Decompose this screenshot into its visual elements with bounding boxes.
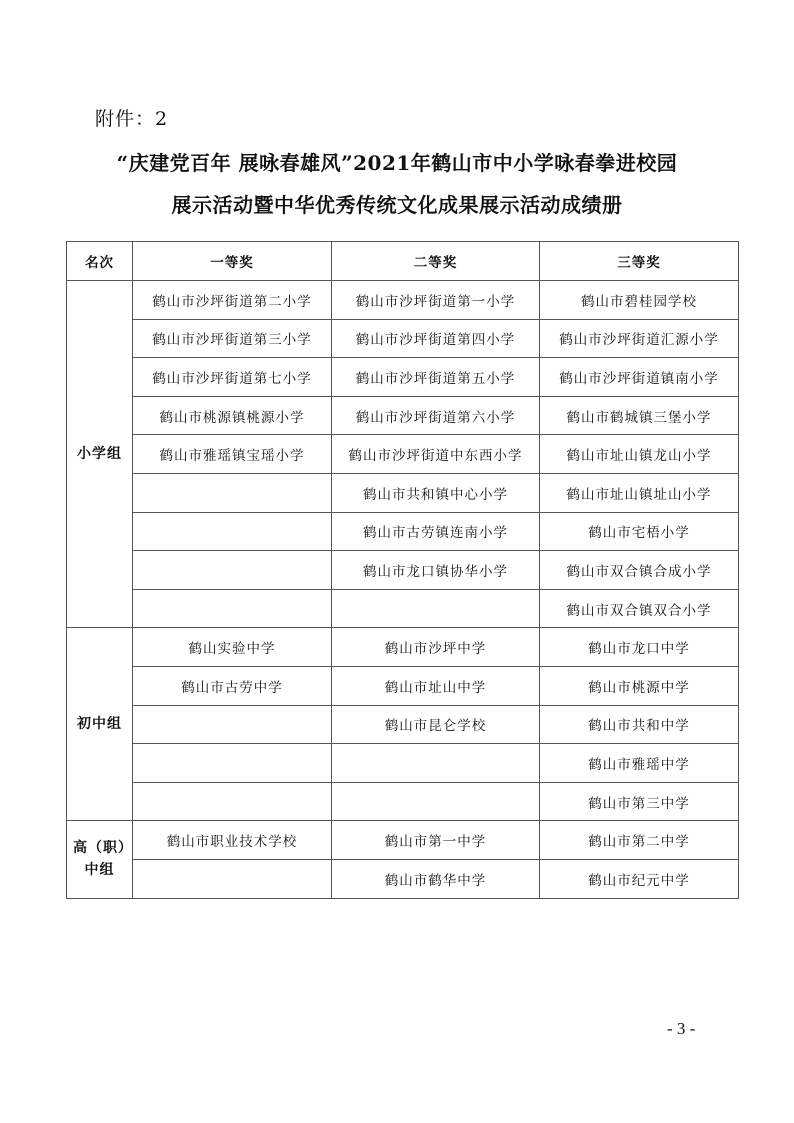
second-prize-cell: 鹤山市沙坪中学 (332, 628, 540, 667)
third-prize-cell: 鹤山市碧桂园学校 (540, 281, 739, 320)
first-prize-cell (133, 512, 332, 551)
third-prize-cell: 鹤山市共和中学 (540, 705, 739, 744)
table-row (67, 435, 739, 474)
second-prize-cell: 鹤山市第一中学 (332, 821, 540, 860)
third-prize-cell: 鹤山市鹤城镇三堡小学 (540, 396, 739, 435)
table-row (67, 744, 739, 783)
first-prize-cell (133, 589, 332, 628)
third-prize-cell: 鹤山市沙坪街道汇源小学 (540, 319, 739, 358)
first-prize-cell (133, 551, 332, 590)
table-row (67, 628, 739, 667)
second-prize-cell: 鹤山市沙坪街道第四小学 (332, 319, 540, 358)
third-prize-cell: 鹤山市宅梧小学 (540, 512, 739, 551)
third-prize-cell: 鹤山市雅瑶中学 (540, 744, 739, 783)
table-row (67, 589, 739, 628)
first-prize-cell (133, 782, 332, 821)
second-prize-cell (332, 589, 540, 628)
second-prize-cell (332, 744, 540, 783)
table-row (67, 782, 739, 821)
results-body (67, 281, 739, 899)
header-second-prize: 二等奖 (332, 242, 540, 281)
table-row (67, 281, 739, 320)
third-prize-cell: 鹤山市桃源中学 (540, 666, 739, 705)
third-prize-cell: 鹤山市址山镇址山小学 (540, 473, 739, 512)
second-prize-cell: 鹤山市沙坪街道中东西小学 (332, 435, 540, 474)
first-prize-cell: 鹤山实验中学 (133, 628, 332, 667)
second-prize-cell: 鹤山市古劳镇连南小学 (332, 512, 540, 551)
second-prize-cell: 鹤山市龙口镇协华小学 (332, 551, 540, 590)
second-prize-cell: 鹤山市沙坪街道第六小学 (332, 396, 540, 435)
third-prize-cell: 鹤山市龙口中学 (540, 628, 739, 667)
table-row (67, 512, 739, 551)
third-prize-cell: 鹤山市第二中学 (540, 821, 739, 860)
header-third-prize: 三等奖 (540, 242, 739, 281)
first-prize-cell: 鹤山市桃源镇桃源小学 (133, 396, 332, 435)
third-prize-cell: 鹤山市沙坪街道镇南小学 (540, 358, 739, 397)
third-prize-cell: 鹤山市双合镇合成小学 (540, 551, 739, 590)
junior-high-group-label: 初中组 (67, 628, 133, 821)
second-prize-cell: 鹤山市沙坪街道第五小学 (332, 358, 540, 397)
first-prize-cell (133, 473, 332, 512)
table-row (67, 821, 739, 860)
table-row (67, 396, 739, 435)
table-row (67, 666, 739, 705)
header-first-prize: 一等奖 (133, 242, 332, 281)
first-prize-cell: 鹤山市沙坪街道第三小学 (133, 319, 332, 358)
table-row (67, 859, 739, 898)
first-prize-cell (133, 705, 332, 744)
second-prize-cell: 鹤山市鹤华中学 (332, 859, 540, 898)
header-rank: 名次 (67, 242, 133, 281)
table-row (67, 551, 739, 590)
first-prize-cell: 鹤山市沙坪街道第二小学 (133, 281, 332, 320)
second-prize-cell: 鹤山市址山中学 (332, 666, 540, 705)
table-header-row (67, 242, 739, 281)
second-prize-cell: 鹤山市共和镇中心小学 (332, 473, 540, 512)
third-prize-cell: 鹤山市双合镇双合小学 (540, 589, 739, 628)
primary-school-group-label: 小学组 (67, 281, 133, 628)
results-table (66, 241, 739, 899)
third-prize-cell: 鹤山市纪元中学 (540, 859, 739, 898)
table-row (67, 358, 739, 397)
page-number: - 3 - (667, 1019, 696, 1038)
senior-high-group-label: 高（职）中组 (67, 821, 133, 898)
third-prize-cell: 鹤山市第三中学 (540, 782, 739, 821)
document-title-line-1: “庆建党百年 展咏春雄风”2021年鹤山市中小学咏春拳进校园 (116, 151, 678, 175)
first-prize-cell: 鹤山市沙坪街道第七小学 (133, 358, 332, 397)
first-prize-cell (133, 744, 332, 783)
second-prize-cell: 鹤山市沙坪街道第一小学 (332, 281, 540, 320)
second-prize-cell: 鹤山市昆仑学校 (332, 705, 540, 744)
attachment-label: 附件：2 (95, 108, 169, 130)
first-prize-cell: 鹤山市职业技术学校 (133, 821, 332, 860)
table-row (67, 473, 739, 512)
second-prize-cell (332, 782, 540, 821)
table-row (67, 705, 739, 744)
first-prize-cell: 鹤山市古劳中学 (133, 666, 332, 705)
first-prize-cell (133, 859, 332, 898)
document-title-line-2: 展示活动暨中华优秀传统文化成果展示活动成绩册 (171, 193, 623, 217)
table-row (67, 319, 739, 358)
first-prize-cell: 鹤山市雅瑶镇宝瑶小学 (133, 435, 332, 474)
third-prize-cell: 鹤山市址山镇龙山小学 (540, 435, 739, 474)
